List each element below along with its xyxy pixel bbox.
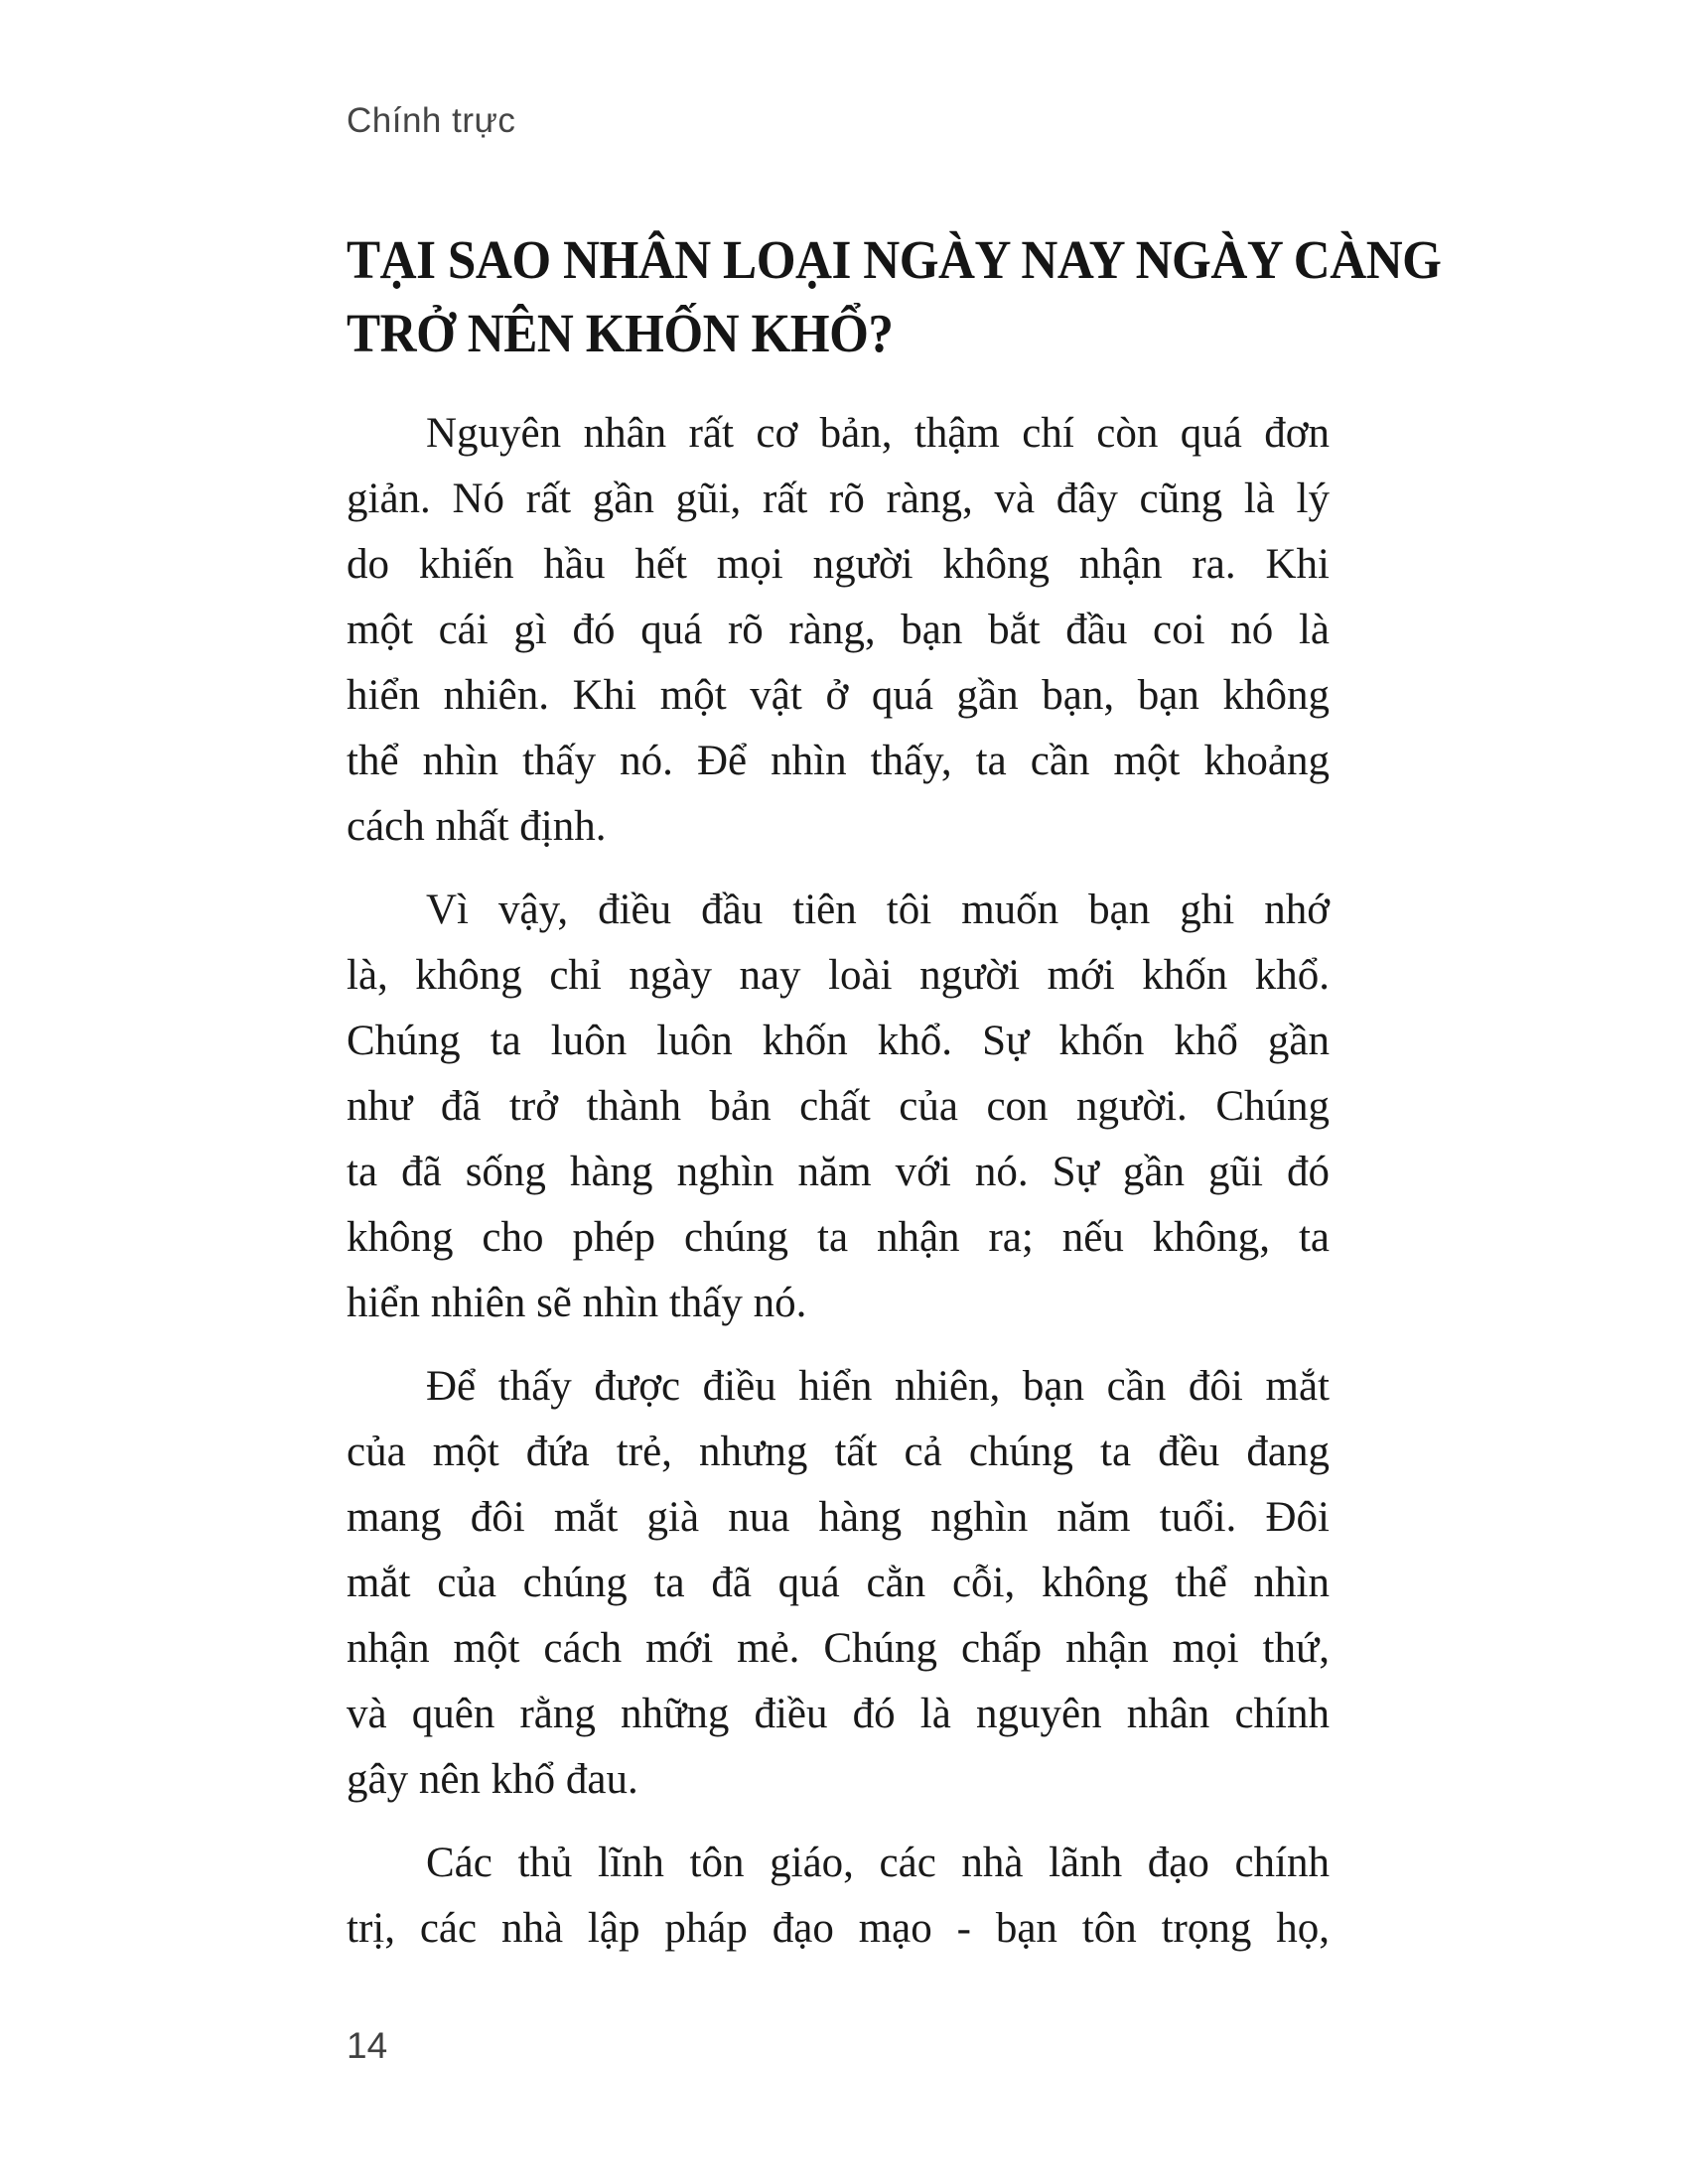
text-line: gây nên khổ đau. xyxy=(347,1756,638,1803)
text-line: cách nhất định. xyxy=(347,803,607,850)
text-line: mang đôi mắt già nua hàng nghìn năm tuổi. Đôi xyxy=(347,1494,1330,1541)
text-line: như đã trở thành bản chất của con người. Chúng xyxy=(347,1083,1330,1130)
text-line: của một đứa trẻ, nhưng tất cả chúng ta đều đang xyxy=(347,1429,1330,1475)
text-line: Vì vậy, điều đầu tiên tôi muốn bạn ghi nhớ xyxy=(426,887,1330,933)
text-line: không cho phép chúng ta nhận ra; nếu không, ta xyxy=(347,1214,1330,1261)
paragraph xyxy=(347,401,1330,860)
chapter-title xyxy=(347,223,1442,370)
text-line: nhận một cách mới mẻ. Chúng chấp nhận mọi thứ, xyxy=(347,1625,1330,1672)
paragraph xyxy=(347,878,1330,1336)
text-line: và quên rằng những điều đó là nguyên nhân chính xyxy=(347,1691,1330,1737)
text-line: Nguyên nhân rất cơ bản, thậm chí còn quá đơn xyxy=(426,410,1330,457)
text-line: do khiến hầu hết mọi người không nhận ra. Khi xyxy=(347,541,1330,588)
text-line: thể nhìn thấy nó. Để nhìn thấy, ta cần một khoảng xyxy=(347,738,1330,784)
chapter-title-line-1: TẠI SAO NHÂN LOẠI NGÀY NAY NGÀY CÀNG xyxy=(347,229,1442,290)
text-line: Chúng ta luôn luôn khốn khổ. Sự khốn khổ gần xyxy=(347,1018,1330,1064)
text-line: Để thấy được điều hiển nhiên, bạn cần đôi mắt xyxy=(426,1363,1330,1410)
running-header: Chính trực xyxy=(347,101,516,140)
paragraph xyxy=(347,1831,1330,1962)
text-line: một cái gì đó quá rõ ràng, bạn bắt đầu coi nó là xyxy=(347,607,1330,653)
body-text xyxy=(347,401,1330,1979)
text-line: hiển nhiên sẽ nhìn thấy nó. xyxy=(347,1280,807,1326)
paragraph xyxy=(347,1354,1330,1813)
text-line: trị, các nhà lập pháp đạo mạo - bạn tôn trọng họ, xyxy=(347,1905,1330,1952)
text-line: ta đã sống hàng nghìn năm với nó. Sự gần gũi đó xyxy=(347,1149,1330,1195)
text-line: giản. Nó rất gần gũi, rất rõ ràng, và đây cũng là lý xyxy=(347,476,1330,522)
chapter-title-line-2: TRỞ NÊN KHỐN KHỔ? xyxy=(347,303,894,363)
text-line: Các thủ lĩnh tôn giáo, các nhà lãnh đạo chính xyxy=(426,1840,1330,1886)
text-line: là, không chỉ ngày nay loài người mới khốn khổ. xyxy=(347,952,1330,999)
page-number: 14 xyxy=(347,2025,388,2066)
text-line: hiển nhiên. Khi một vật ở quá gần bạn, bạn không xyxy=(347,672,1330,719)
text-line: mắt của chúng ta đã quá cằn cỗi, không thể nhìn xyxy=(347,1560,1330,1606)
